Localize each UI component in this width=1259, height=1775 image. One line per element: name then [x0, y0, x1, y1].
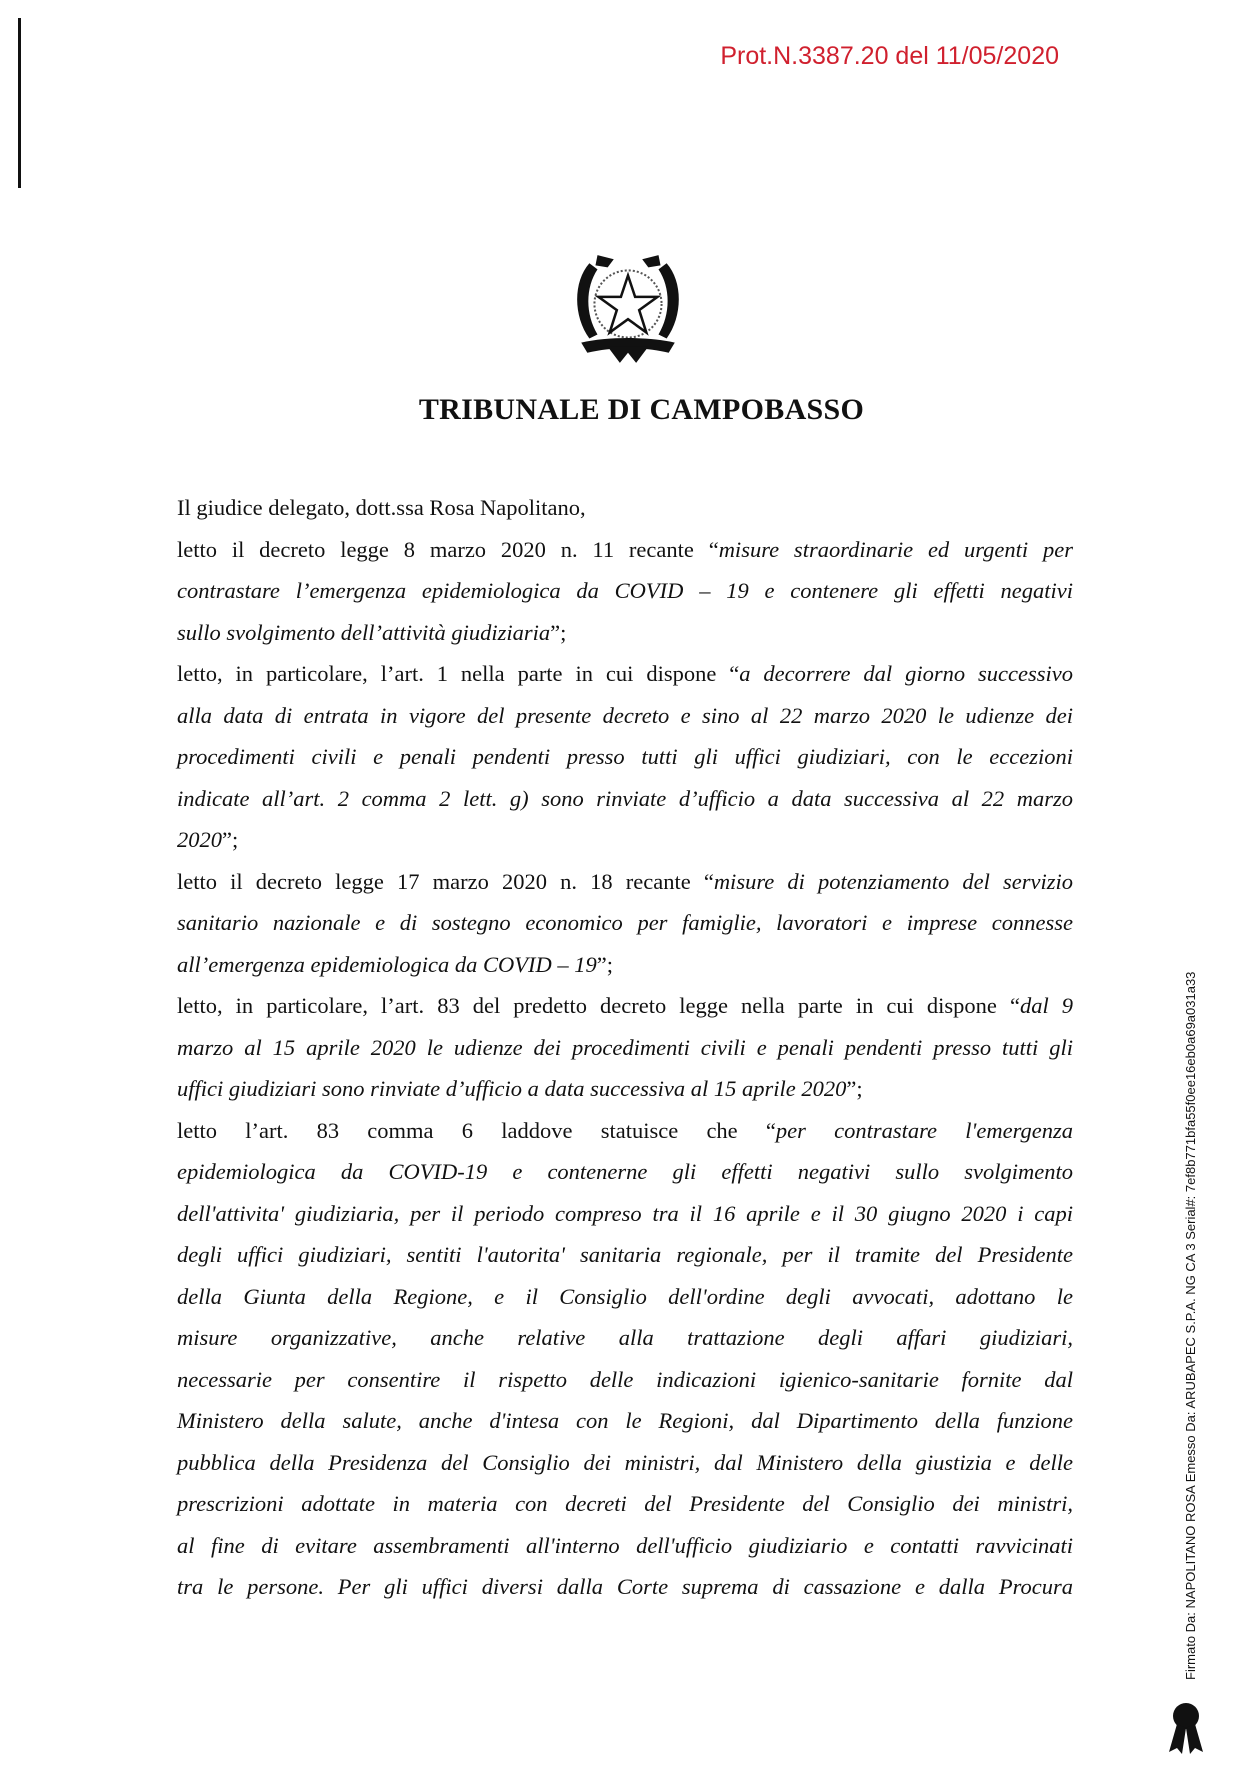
signature-ribbon-icon	[1163, 1700, 1209, 1756]
protocol-number: Prot.N.3387.20 del 11/05/2020	[720, 42, 1059, 70]
text-segment: letto il decreto legge 17 marzo 2020 n. 18 recante “	[177, 868, 714, 894]
text-line	[177, 1359, 1073, 1401]
text-line	[177, 985, 1073, 1027]
text-line	[177, 1442, 1073, 1484]
quoted-text: della Giunta della Regione, e il Consiglio dell'ordine degli avvocati, adottano le	[177, 1283, 1073, 1309]
quoted-text: degli uffici giudiziari, sentiti l'autorita' sanitaria regionale, per il tramite del Presidente	[177, 1242, 1073, 1267]
text-line	[177, 487, 1073, 529]
text-line	[177, 819, 1073, 861]
text-line	[177, 1027, 1073, 1069]
text-line	[177, 944, 1073, 986]
quoted-text: all’emergenza epidemiologica da COVID – 19	[177, 951, 597, 977]
text-segment: ”;	[222, 827, 239, 852]
text-line	[177, 653, 1073, 695]
quoted-text: contrastare l’emergenza epidemiologica da COVID – 19 e contenere gli effetti negativi	[177, 578, 1073, 603]
text-line	[177, 736, 1073, 778]
text-line	[177, 1525, 1073, 1567]
text-line	[177, 1400, 1073, 1442]
text-line	[177, 1151, 1073, 1193]
text-segment: ”;	[596, 951, 613, 977]
text-line	[177, 1566, 1073, 1608]
quoted-text: a decorrere dal giorno successivo	[739, 661, 1073, 686]
quoted-text: misure di potenziamento del servizio	[713, 868, 1073, 894]
digital-signature-text: Firmato Da: NAPOLITANO ROSA Emesso Da: ARUBAPEC S.P.A. NG CA 3 Serial#: 7ef8b771bfa55f0ee16eb0a69a031a33	[1183, 971, 1198, 1680]
quoted-text: tra le persone. Per gli uffici diversi dalla Corte suprema di cassazione e dalla Procura	[177, 1574, 1073, 1599]
text-line	[177, 695, 1073, 737]
quoted-text: prescrizioni adottate in materia con decreti del Presidente del Consiglio dei ministri,	[177, 1491, 1073, 1516]
quoted-text: indicate all’art. 2 comma 2 lett. g) sono rinviate d’ufficio a data successiva al 22 marzo	[177, 785, 1073, 811]
quoted-text: misure straordinarie ed urgenti per	[718, 536, 1074, 562]
text-line	[177, 902, 1073, 944]
quoted-text: procedimenti civili e penali pendenti presso tutti gli uffici giudiziari, con le eccezioni	[177, 744, 1073, 769]
quoted-text: Ministero della salute, anche d'intesa con le Regioni, dal Dipartimento della funzione	[177, 1408, 1073, 1433]
text-segment: letto il decreto legge 8 marzo 2020 n. 11 recante “	[177, 536, 719, 562]
text-line	[177, 1110, 1073, 1152]
text-line	[177, 1068, 1073, 1110]
quoted-text: dal 9	[1019, 993, 1073, 1018]
text-line	[177, 1234, 1073, 1276]
quoted-text: uffici giudiziari sono rinviate d’ufficio a data successiva al 15 aprile 2020	[177, 1076, 847, 1101]
quoted-text: necessarie per consentire il rispetto delle indicazioni igienico-sanitarie fornite dal	[177, 1366, 1073, 1392]
text-line	[177, 1483, 1073, 1525]
text-line	[177, 612, 1073, 654]
text-line	[177, 1317, 1073, 1359]
text-line	[177, 778, 1073, 820]
quoted-text: sullo svolgimento dell’attività giudiziaria	[177, 619, 551, 645]
text-segment: letto, in particolare, l’art. 83 del predetto decreto legge nella parte in cui dispone “	[177, 993, 1020, 1018]
text-line	[177, 1193, 1073, 1235]
text-line	[177, 570, 1073, 612]
quoted-text: 2020	[177, 827, 222, 852]
text-segment: ”;	[846, 1076, 863, 1101]
text-segment: letto, in particolare, l’art. 1 nella parte in cui dispone “	[177, 661, 740, 686]
text-segment: ”;	[550, 619, 567, 645]
text-segment: letto l’art. 83 comma 6 laddove statuisce che “	[177, 1117, 776, 1143]
emblem-of-italy-icon	[567, 245, 689, 367]
text-line	[177, 861, 1073, 903]
text-segment: Il giudice delegato, dott.ssa Rosa Napolitano,	[177, 495, 586, 520]
text-line	[177, 529, 1073, 571]
document-title: TRIBUNALE DI CAMPOBASSO	[418, 393, 865, 426]
quoted-text: epidemiologica da COVID-19 e contenerne gli effetti negativi sullo svolgimento	[177, 1159, 1073, 1184]
quoted-text: misure organizzative, anche relative alla trattazione degli affari giudiziari,	[177, 1325, 1073, 1350]
text-line	[177, 1276, 1073, 1318]
quoted-text: sanitario nazionale e di sostegno economico per famiglie, lavoratori e imprese connesse	[177, 910, 1073, 935]
document-body	[177, 487, 1073, 1608]
scan-edge-line	[18, 18, 21, 188]
quoted-text: al fine di evitare assembramenti all'interno dell'ufficio giudiziario e contatti ravvicinati	[177, 1532, 1073, 1558]
quoted-text: dell'attivita' giudiziaria, per il periodo compreso tra il 16 aprile e il 30 giugno 2020 i capi	[177, 1200, 1073, 1226]
quoted-text: pubblica della Presidenza del Consiglio dei ministri, dal Ministero della giustizia e delle	[177, 1449, 1073, 1475]
quoted-text: alla data di entrata in vigore del presente decreto e sino al 22 marzo 2020 le udienze dei	[177, 702, 1073, 728]
quoted-text: per contrastare l'emergenza	[775, 1117, 1073, 1143]
quoted-text: marzo al 15 aprile 2020 le udienze dei procedimenti civili e penali pendenti presso tutti gli	[177, 1034, 1073, 1060]
